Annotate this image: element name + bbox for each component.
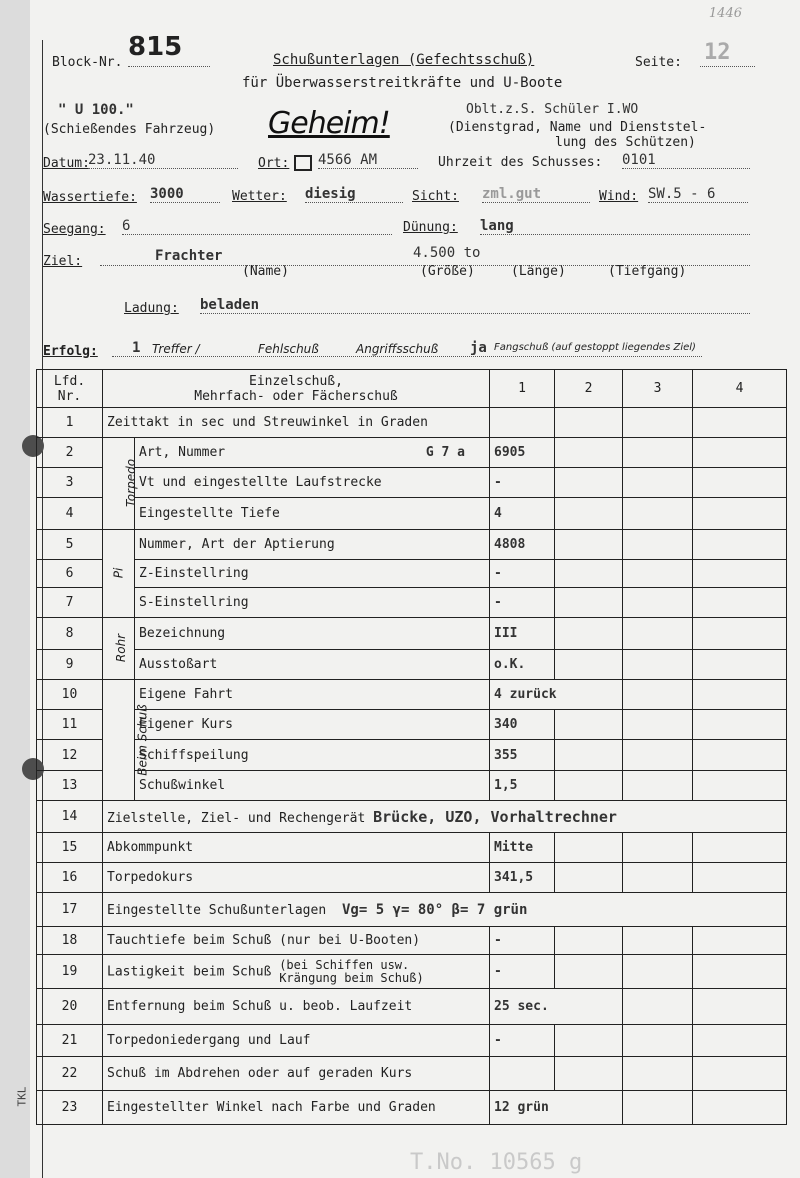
shot-table bbox=[36, 369, 787, 1125]
table-row: 18 Tauchtiefe beim Schuß (nur bei U-Booten) - bbox=[37, 927, 787, 955]
wetter-label: Wetter: bbox=[232, 189, 287, 204]
caption-name: (Name) bbox=[242, 264, 289, 279]
group-torpedo: Torpedo bbox=[103, 438, 135, 530]
group-rohr: Rohr bbox=[103, 618, 135, 680]
shooter-value: Oblt.z.S. Schüler I.WO bbox=[466, 102, 639, 117]
table-row: 21 Torpedoniedergang und Lauf - bbox=[37, 1025, 787, 1057]
fang-label: Fangschuß (auf gestoppt liegendes Ziel) bbox=[494, 342, 696, 353]
wassertiefe-value: 3000 bbox=[150, 186, 220, 203]
shooter-caption-1: (Dienstgrad, Name und Dienststel- bbox=[448, 120, 707, 135]
wind-label: Wind: bbox=[599, 189, 639, 204]
erfolg-label: Erfolg: bbox=[43, 344, 98, 359]
sicht-value: zml.gut bbox=[482, 186, 590, 203]
caption-tiefgang: (Tiefgang) bbox=[608, 264, 687, 279]
col-4: 4 bbox=[693, 370, 787, 408]
datum-value: 23.11.40 bbox=[88, 152, 238, 169]
vessel-value: " U 100." bbox=[58, 102, 134, 118]
table-row: 3 Vt und eingestellte Laufstrecke - bbox=[37, 468, 787, 498]
caption-laenge: (Länge) bbox=[511, 264, 566, 279]
classification: Geheim! bbox=[268, 106, 390, 141]
block-dots bbox=[128, 66, 210, 67]
wassertiefe-label: Wassertiefe: bbox=[43, 190, 137, 205]
table-row: 8 Rohr Bezeichnung III bbox=[37, 618, 787, 650]
ort-box-icon bbox=[294, 155, 312, 171]
caption-groesse: (Größe) bbox=[420, 264, 475, 279]
vessel-caption: (Schießendes Fahrzeug) bbox=[43, 122, 216, 137]
table-header bbox=[37, 370, 787, 408]
datum-label: Datum: bbox=[43, 156, 90, 171]
angriff-value: ja bbox=[470, 340, 487, 356]
table-row: 9 Ausstoßart o.K. bbox=[37, 650, 787, 680]
block-number: 815 bbox=[128, 32, 183, 62]
form-subtitle: für Überwasserstreitkräfte und U-Boote bbox=[242, 75, 563, 91]
ziel-groesse: 4.500 to bbox=[413, 245, 481, 261]
table-row: 4 Eingestellte Tiefe 4 bbox=[37, 498, 787, 530]
side-mark: TKL bbox=[15, 1086, 29, 1107]
table-row: 12 Schiffspeilung 355 bbox=[37, 740, 787, 771]
wind-value: SW.5 - 6 bbox=[648, 186, 748, 203]
ziel-name: Frachter bbox=[155, 248, 223, 264]
seegang-label: Seegang: bbox=[43, 222, 106, 237]
col-lfd: Lfd. Nr. bbox=[37, 370, 103, 408]
page-dots bbox=[700, 66, 755, 67]
table-row: 16 Torpedokurs 341,5 bbox=[37, 863, 787, 893]
table-row: 23 Eingestellter Winkel nach Farbe und Graden 12 grün bbox=[37, 1091, 787, 1125]
col-3: 3 bbox=[623, 370, 693, 408]
wetter-value: diesig bbox=[305, 186, 403, 203]
erfolg-dots bbox=[112, 356, 702, 357]
ladung-value: beladen bbox=[200, 297, 750, 314]
treffer-label: Treffer / bbox=[152, 342, 200, 356]
table-row: 14 Zielstelle, Ziel- und Rechengerät Brücke, UZO, Vorhaltrechner bbox=[37, 801, 787, 833]
footer-stamp: T.No. 10565 g bbox=[410, 1150, 583, 1175]
group-pi: Pi bbox=[103, 530, 135, 618]
table-row: 19 Lastigkeit beim Schuß (bei Schiffen usw. Krängung beim Schuß) - bbox=[37, 955, 787, 989]
col-2: 2 bbox=[555, 370, 623, 408]
uhrzeit-label: Uhrzeit des Schusses: bbox=[438, 155, 603, 170]
ort-value: 4566 AM bbox=[318, 152, 418, 169]
duenung-value: lang bbox=[480, 218, 750, 235]
table-row: 15 Abkommpunkt Mitte bbox=[37, 833, 787, 863]
angriff-label: Angriffsschuß bbox=[356, 342, 439, 356]
ladung-label: Ladung: bbox=[124, 301, 179, 316]
table-row: 10 Beim Schuß Eigene Fahrt 4 zurück bbox=[37, 680, 787, 710]
uhrzeit-value: 0101 bbox=[622, 152, 750, 169]
table-row: 5 Pi Nummer, Art der Aptierung 4808 bbox=[37, 530, 787, 560]
ziel-label: Ziel: bbox=[43, 254, 83, 269]
block-label: Block-Nr. bbox=[52, 55, 123, 70]
erfolg-treffer: 1 bbox=[132, 340, 141, 356]
table-row: 1 Zeittakt in sec und Streuwinkel in Graden bbox=[37, 408, 787, 438]
table-row: 7 S-Einstellring - bbox=[37, 588, 787, 618]
page-number: 12 bbox=[704, 40, 731, 65]
shooter-caption-2: lung des Schützen) bbox=[555, 135, 696, 150]
seegang-value: 6 bbox=[122, 218, 392, 235]
group-beim-schuss: Beim Schuß bbox=[103, 680, 135, 801]
page-label: Seite: bbox=[635, 55, 682, 70]
form-title: Schußunterlagen (Gefechtsschuß) bbox=[273, 52, 535, 68]
table-row: 20 Entfernung beim Schuß u. beob. Laufzeit 25 sec. bbox=[37, 989, 787, 1025]
table-row: 13 Schußwinkel 1,5 bbox=[37, 771, 787, 801]
ort-label: Ort: bbox=[258, 156, 290, 171]
col-einzel: Einzelschuß, Mehrfach- oder Fächerschuß bbox=[103, 370, 490, 408]
table-row: 11 Eigener Kurs 340 bbox=[37, 710, 787, 740]
corner-mark: 1446 bbox=[708, 6, 742, 21]
table-row: 17 Eingestellte Schußunterlagen Vg= 5 γ= 80° β= 7 grün bbox=[37, 893, 787, 927]
col-1: 1 bbox=[490, 370, 555, 408]
sicht-label: Sicht: bbox=[412, 189, 459, 204]
table-row: 2 Torpedo Art, Nummer G 7 a 6905 bbox=[37, 438, 787, 468]
duenung-label: Dünung: bbox=[403, 220, 458, 235]
fehlschuss-label: Fehlschuß bbox=[258, 342, 319, 356]
table-row: 6 Z-Einstellring - bbox=[37, 560, 787, 588]
table-row: 22 Schuß im Abdrehen oder auf geraden Kurs bbox=[37, 1057, 787, 1091]
